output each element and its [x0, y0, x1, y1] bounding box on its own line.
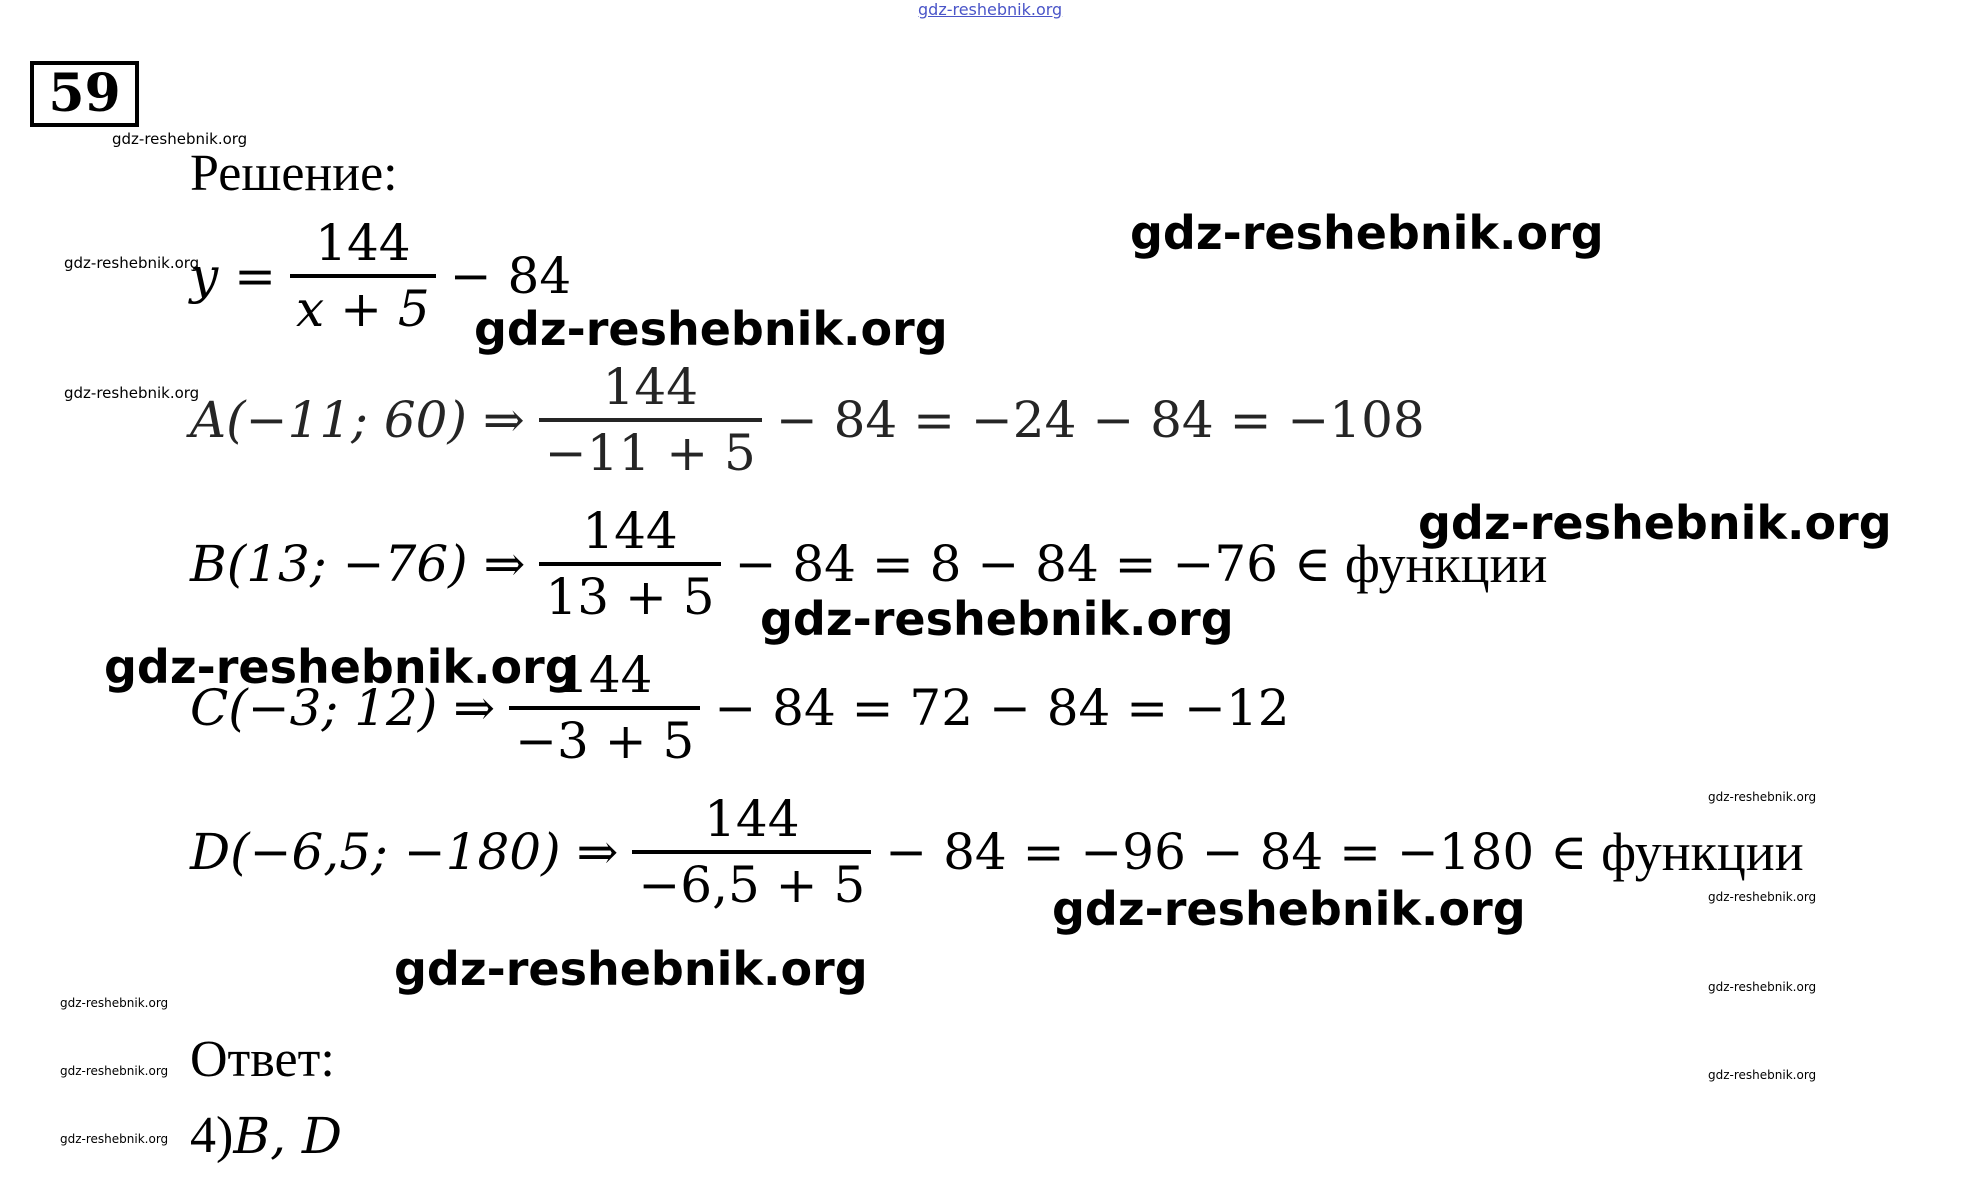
watermark: gdz-reshebnik.org [1130, 206, 1604, 260]
fraction-denominator: 13 + 5 [539, 562, 720, 622]
watermark: gdz-reshebnik.org [1708, 980, 1817, 994]
point-suffix: функции [1601, 822, 1804, 882]
fraction-denominator: −11 + 5 [539, 418, 762, 478]
point-fraction [539, 502, 720, 626]
fraction-denominator: −6,5 + 5 [632, 850, 871, 910]
point-computation: − 84 = −96 − 84 = −180 ∈ [885, 823, 1588, 881]
point-a-line [190, 358, 1425, 482]
watermark: gdz-reshebnik.org [60, 1064, 169, 1078]
point-d-line [190, 790, 1804, 914]
watermark: gdz-reshebnik.org [474, 302, 948, 356]
point-computation: − 84 = −24 − 84 = −108 [775, 391, 1425, 449]
point-fraction [539, 358, 762, 482]
answer-heading: Ответ: [190, 1031, 335, 1088]
watermark: gdz-reshebnik.org [112, 130, 248, 148]
point-suffix: функции [1344, 534, 1548, 594]
watermark: gdz-reshebnik.org [1708, 1068, 1817, 1082]
answer-prefix: 4) [190, 1107, 234, 1164]
point-fraction [632, 790, 871, 914]
function-tail: − 84 [449, 247, 572, 305]
watermark: gdz-reshebnik.org [64, 254, 200, 272]
function-lhs: y = [190, 247, 277, 305]
fraction-numerator: 144 [315, 214, 411, 272]
watermark: gdz-reshebnik.org [1052, 882, 1526, 936]
answer-line [190, 1107, 342, 1165]
watermark: gdz-reshebnik.org [64, 384, 200, 402]
watermark: gdz-reshebnik.org [104, 640, 578, 694]
answer-value: B, D [233, 1107, 342, 1165]
fraction-numerator: 144 [582, 502, 678, 560]
fraction-numerator: 144 [704, 790, 800, 848]
point-label: A(−11; 60) ⇒ [190, 391, 525, 449]
fraction-numerator: 144 [557, 646, 653, 704]
watermark: gdz-reshebnik.org [1708, 890, 1817, 904]
problem-number-box [30, 61, 139, 127]
problem-number: 59 [48, 63, 121, 124]
point-label: D(−6,5; −180) ⇒ [190, 823, 619, 881]
point-label: B(13; −76) ⇒ [190, 535, 526, 593]
function-fraction [290, 214, 436, 338]
fraction-denominator: −3 + 5 [509, 706, 700, 766]
solution-heading: Решение: [190, 145, 398, 202]
watermark: gdz-reshebnik.org [760, 592, 1234, 646]
watermark: gdz-reshebnik.org [1418, 496, 1892, 550]
fraction-numerator: 144 [602, 358, 699, 416]
watermark: gdz-reshebnik.org [60, 996, 169, 1010]
watermark-top-link[interactable]: gdz-reshebnik.org [918, 0, 1063, 19]
fraction-denominator: x + 5 [290, 274, 436, 334]
watermark: gdz-reshebnik.org [1708, 790, 1817, 804]
watermark: gdz-reshebnik.org [60, 1132, 169, 1146]
point-label: C(−3; 12) ⇒ [190, 679, 496, 737]
point-computation: − 84 = 72 − 84 = −12 [714, 679, 1290, 737]
watermark: gdz-reshebnik.org [394, 942, 868, 996]
point-computation: − 84 = 8 − 84 = −76 ∈ [734, 535, 1331, 593]
